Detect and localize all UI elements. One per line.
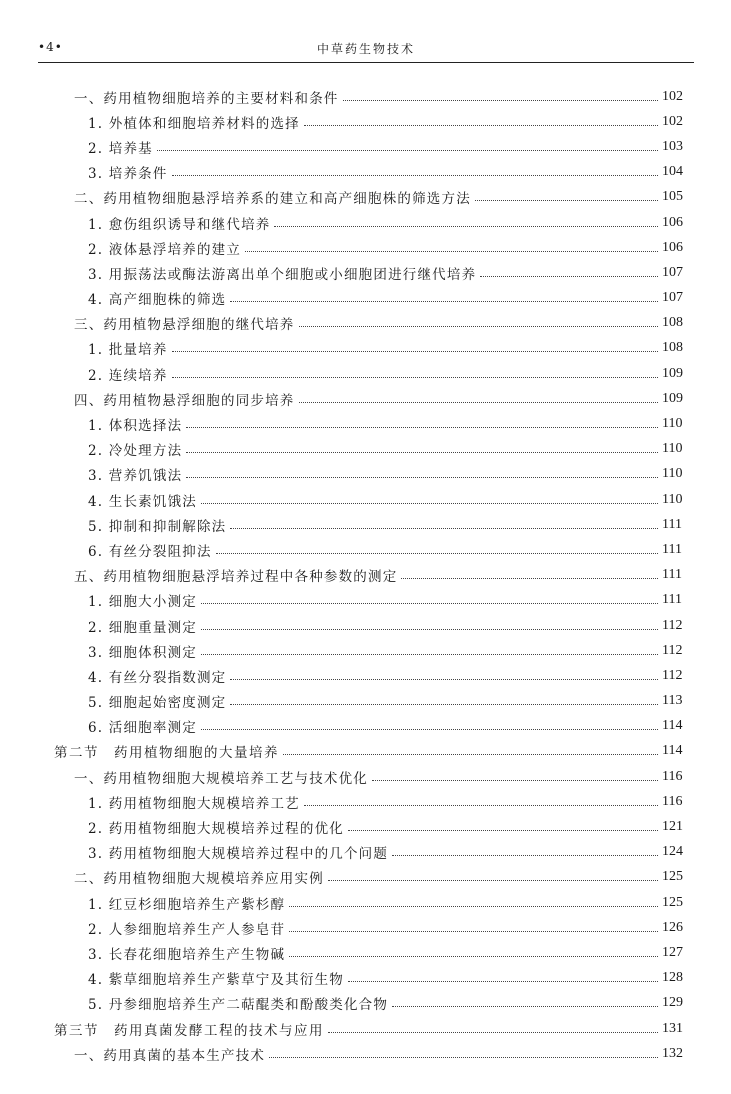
toc-entry-title: 3. 细胞体积测定 (88, 644, 197, 661)
toc-entry-title: 4. 紫草细胞培养生产紫草宁及其衍生物 (88, 972, 344, 989)
toc-entry-page-number: 111 (662, 541, 682, 557)
toc-entry-title: 二、药用植物细胞悬浮培养系的建立和高产细胞株的筛选方法 (74, 191, 471, 208)
toc-entry-title: 3. 培养条件 (88, 166, 168, 183)
toc-entry-sub (0, 311, 692, 336)
toc-entry-title: 4. 有丝分裂指数测定 (88, 669, 227, 686)
toc-entry-page-number: 129 (662, 995, 683, 1011)
toc-entry-item (0, 789, 692, 814)
toc-entry-title: 6. 活细胞率测定 (88, 720, 197, 737)
dot-leader (245, 250, 658, 252)
toc-entry-page-number: 112 (662, 642, 683, 658)
dot-leader (269, 1056, 658, 1058)
toc-entry-sub (0, 84, 692, 109)
dot-leader (230, 300, 658, 302)
toc-entry-page-number: 125 (662, 869, 683, 885)
toc-entry-page-number: 127 (662, 944, 683, 960)
toc-entry-page-number: 116 (662, 793, 683, 809)
dot-leader (343, 99, 658, 101)
toc-entry-page-number: 124 (662, 844, 683, 860)
toc-entry-page-number: 102 (662, 113, 683, 129)
dot-leader (201, 502, 658, 504)
toc-entry-item (0, 537, 692, 562)
toc-entry-item (0, 487, 692, 512)
toc-entry-page-number: 106 (662, 214, 683, 230)
dot-leader (480, 275, 658, 277)
toc-entry-page-number: 108 (662, 315, 683, 331)
toc-entry-title: 第三节 药用真菌发酵工程的技术与应用 (54, 1022, 324, 1039)
dot-leader (289, 955, 658, 957)
page-number: •4• (38, 40, 63, 54)
dot-leader (392, 1005, 658, 1007)
toc-entry-title: 1. 药用植物细胞大规模培养工艺 (88, 795, 300, 812)
toc-entry-title: 3. 药用植物细胞大规模培养过程中的几个问题 (88, 846, 389, 863)
toc-entry-page-number: 107 (662, 264, 683, 280)
toc-entry-sub (0, 185, 692, 210)
toc-entry-page-number: 111 (662, 567, 682, 583)
toc-entry-item (0, 966, 692, 991)
toc-entry-page-number: 112 (662, 667, 683, 683)
dot-leader (201, 728, 658, 730)
toc-entry-title: 2. 培养基 (88, 140, 153, 157)
toc-entry-page-number: 110 (662, 466, 683, 482)
dot-leader (186, 451, 658, 453)
toc-entry-title: 1. 愈伤组织诱导和继代培养 (88, 216, 271, 233)
toc-entry-page-number: 104 (662, 164, 683, 180)
toc-entry-page-number: 105 (662, 189, 683, 205)
toc-entry-item (0, 840, 692, 865)
toc-entry-page-number: 108 (662, 340, 683, 356)
dot-leader (304, 124, 658, 126)
dot-leader (304, 804, 658, 806)
dot-leader (274, 225, 658, 227)
toc-entry-page-number: 110 (662, 416, 683, 432)
toc-entry-title: 2. 冷处理方法 (88, 443, 183, 460)
toc-entry-title: 5. 丹参细胞培养生产二萜醌类和酚酸类化合物 (88, 997, 389, 1014)
toc-entry-sub (0, 865, 692, 890)
toc-entry-item (0, 663, 692, 688)
toc-entry-page-number: 132 (662, 1045, 683, 1061)
toc-entry-page-number: 114 (662, 718, 683, 734)
toc-entry-page-number: 102 (662, 88, 683, 104)
toc-entry-page-number: 109 (662, 390, 683, 406)
toc-entry-item (0, 638, 692, 663)
dot-leader (186, 426, 658, 428)
dot-leader (299, 401, 659, 403)
dot-leader (328, 1031, 658, 1033)
toc-entry-item (0, 462, 692, 487)
toc-entry-title: 1. 细胞大小测定 (88, 594, 197, 611)
dot-leader (475, 199, 658, 201)
dot-leader (201, 602, 658, 604)
toc-entry-page-number: 113 (662, 693, 683, 709)
toc-entry-title: 4. 生长素饥饿法 (88, 493, 197, 510)
toc-entry-item (0, 915, 692, 940)
dot-leader (328, 879, 658, 881)
toc-entry-title: 3. 营养饥饿法 (88, 468, 183, 485)
toc-entry-title: 6. 有丝分裂阻抑法 (88, 543, 212, 560)
toc-entry-title: 一、药用植物细胞大规模培养工艺与技术优化 (74, 770, 368, 787)
toc-entry-title: 2. 连续培养 (88, 367, 168, 384)
dot-leader (201, 628, 658, 630)
toc-entry-title: 3. 长春花细胞培养生产生物碱 (88, 946, 286, 963)
toc-entry-page-number: 121 (662, 819, 683, 835)
toc-entry-item (0, 714, 692, 739)
toc-entry-title: 2. 人参细胞培养生产人参皂苷 (88, 921, 286, 938)
toc-entry-title: 四、药用植物悬浮细胞的同步培养 (74, 392, 295, 409)
toc-entry-page-number: 126 (662, 919, 683, 935)
toc-entry-item (0, 160, 692, 185)
toc-entry-title: 五、药用植物细胞悬浮培养过程中各种参数的测定 (74, 569, 398, 586)
toc-entry-page-number: 109 (662, 365, 683, 381)
toc-entry-item (0, 940, 692, 965)
book-title: 中草药生物技术 (316, 42, 415, 56)
toc-entry-item (0, 613, 692, 638)
toc-entry-item (0, 588, 692, 613)
toc-entry-sub (0, 563, 692, 588)
toc-entry-item (0, 336, 692, 361)
toc-entry-item (0, 235, 692, 260)
toc-entry-item (0, 361, 692, 386)
toc-entry-sub (0, 1041, 692, 1066)
dot-leader (216, 552, 658, 554)
toc-entry-item (0, 109, 692, 134)
toc-entry-section (0, 1016, 692, 1041)
dot-leader (392, 854, 658, 856)
dot-leader (348, 980, 658, 982)
toc-entry-section (0, 739, 692, 764)
toc-entry-title: 4. 高产细胞株的筛选 (88, 292, 227, 309)
toc-entry-page-number: 111 (662, 516, 682, 532)
toc-entry-sub (0, 386, 692, 411)
page-header (38, 40, 694, 63)
toc-entry-title: 5. 抑制和抑制解除法 (88, 518, 227, 535)
toc-entry-title: 3. 用振荡法或酶法游离出单个细胞或小细胞团进行继代培养 (88, 266, 477, 283)
toc-entry-item (0, 134, 692, 159)
toc-entry-page-number: 110 (662, 491, 683, 507)
toc-entry-title: 1. 批量培养 (88, 342, 168, 359)
dot-leader (186, 476, 658, 478)
dot-leader (230, 703, 658, 705)
toc-entry-page-number: 107 (662, 290, 683, 306)
toc-entry-item (0, 210, 692, 235)
toc-entry-item (0, 411, 692, 436)
dot-leader (289, 930, 658, 932)
dot-leader (230, 527, 658, 529)
toc-entry-item (0, 437, 692, 462)
toc-entry-page-number: 131 (662, 1020, 683, 1036)
dot-leader (172, 174, 658, 176)
toc-entry-page-number: 114 (662, 743, 683, 759)
toc-entry-item (0, 260, 692, 285)
toc-entry-page-number: 103 (662, 138, 683, 154)
toc-entry-title: 第二节 药用植物细胞的大量培养 (54, 745, 279, 762)
toc-entry-item (0, 991, 692, 1016)
toc-entry-title: 一、药用植物细胞培养的主要材料和条件 (74, 90, 339, 107)
toc-entry-item (0, 286, 692, 311)
toc-entry-title: 三、药用植物悬浮细胞的继代培养 (74, 317, 295, 334)
toc-entry-page-number: 128 (662, 970, 683, 986)
toc-entry-title: 5. 细胞起始密度测定 (88, 695, 227, 712)
dot-leader (289, 905, 658, 907)
dot-leader (372, 779, 658, 781)
toc-entry-page-number: 110 (662, 441, 683, 457)
toc-entry-title: 1. 红豆杉细胞培养生产紫杉醇 (88, 896, 286, 913)
toc-entry-page-number: 106 (662, 239, 683, 255)
dot-leader (157, 149, 658, 151)
toc-entry-page-number: 111 (662, 592, 682, 608)
table-of-contents (0, 84, 731, 1066)
toc-entry-title: 二、药用植物细胞大规模培养应用实例 (74, 871, 324, 888)
dot-leader (299, 325, 659, 327)
dot-leader (230, 678, 658, 680)
toc-entry-title: 一、药用真菌的基本生产技术 (74, 1047, 266, 1064)
toc-entry-title: 2. 细胞重量测定 (88, 619, 197, 636)
toc-entry-page-number: 116 (662, 768, 683, 784)
toc-entry-page-number: 125 (662, 894, 683, 910)
toc-entry-title: 2. 液体悬浮培养的建立 (88, 241, 242, 258)
dot-leader (172, 350, 658, 352)
toc-entry-title: 2. 药用植物细胞大规模培养过程的优化 (88, 821, 344, 838)
toc-entry-title: 1. 外植体和细胞培养材料的选择 (88, 115, 300, 132)
toc-entry-item (0, 689, 692, 714)
dot-leader (348, 829, 658, 831)
toc-entry-item (0, 814, 692, 839)
toc-entry-page-number: 112 (662, 617, 683, 633)
toc-entry-item (0, 890, 692, 915)
dot-leader (201, 653, 658, 655)
toc-entry-item (0, 512, 692, 537)
toc-entry-sub (0, 764, 692, 789)
dot-leader (172, 376, 658, 378)
dot-leader (283, 753, 658, 755)
toc-entry-title: 1. 体积选择法 (88, 418, 183, 435)
dot-leader (401, 577, 658, 579)
